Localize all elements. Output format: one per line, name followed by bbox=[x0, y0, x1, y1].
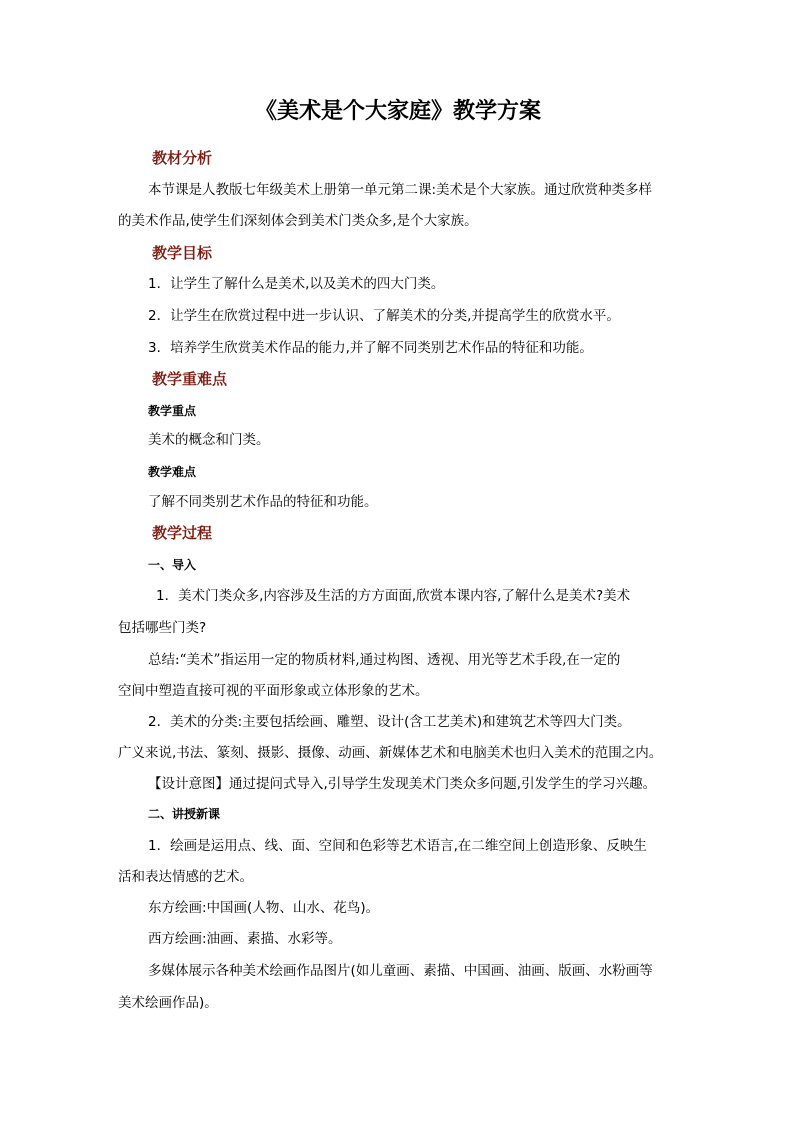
summary-line: 空间中塑造直接可视的平面形象或立体形象的艺术。 bbox=[118, 683, 429, 699]
paragraph-line: 广义来说,书法、篆刻、摄影、摄像、动画、新媒体艺术和电脑美术也归入美术的范围之内。 bbox=[118, 745, 663, 761]
page-title: 《美术是个大家庭》教学方案 bbox=[254, 98, 541, 124]
west-painting: 西方绘画:油画、素描、水彩等。 bbox=[148, 931, 342, 947]
key-point-text: 美术的概念和门类。 bbox=[148, 432, 270, 448]
east-painting: 东方绘画:中国画(人物、山水、花鸟)。 bbox=[148, 900, 380, 916]
difficult-point-label: 教学难点 bbox=[148, 465, 197, 479]
paragraph-line: 1．绘画是运用点、线、面、空间和色彩等艺术语言,在二维空间上创造形象、反映生 bbox=[148, 838, 647, 854]
section-heading-keypoints: 教学重难点 bbox=[152, 370, 228, 388]
difficult-point-text: 了解不同类别艺术作品的特征和功能。 bbox=[148, 494, 378, 510]
paragraph-line: 美术绘画作品)。 bbox=[118, 995, 218, 1011]
paragraph-line: 多媒体展示各种美术绘画作品图片(如儿童画、素描、中国画、油画、版画、水粉画等 bbox=[148, 963, 653, 979]
process-part-label: 二、讲授新课 bbox=[148, 807, 221, 821]
list-item: 1．让学生了解什么是美术,以及美术的四大门类。 bbox=[148, 276, 445, 292]
paragraph-line: 本节课是人教版七年级美术上册第一单元第二课:美术是个大家族。通过欣赏种类多样 bbox=[148, 182, 653, 198]
summary-line: 总结:“美术”指运用一定的物质材料,通过构图、透视、用光等艺术手段,在一定的 bbox=[148, 652, 621, 668]
section-heading-process: 教学过程 bbox=[152, 524, 213, 542]
section-heading-analysis: 教材分析 bbox=[152, 149, 213, 167]
paragraph-line: 1．美术门类众多,内容涉及生活的方方面面,欣赏本课内容,了解什么是美术?美术 bbox=[156, 588, 631, 604]
paragraph-line: 包括哪些门类? bbox=[118, 620, 207, 636]
process-part-label: 一、导入 bbox=[148, 558, 197, 572]
paragraph-line: 活和表达情感的艺术。 bbox=[118, 869, 253, 885]
design-intent: 【设计意图】通过提问式导入,引导学生发现美术门类众多问题,引发学生的学习兴趣。 bbox=[148, 776, 657, 792]
list-item: 3．培养学生欣赏美术作品的能力,并了解不同类别艺术作品的特征和功能。 bbox=[148, 340, 593, 356]
list-item: 2．让学生在欣赏过程中进一步认识、了解美术的分类,并提高学生的欣赏水平。 bbox=[148, 308, 620, 324]
paragraph-line: 2．美术的分类:主要包括绘画、雕塑、设计(含工艺美术)和建筑艺术等四大门类。 bbox=[148, 714, 631, 730]
paragraph-line: 的美术作品,使学生们深刻体会到美术门类众多,是个大家族。 bbox=[118, 213, 478, 229]
section-heading-goals: 教学目标 bbox=[152, 244, 213, 262]
key-point-label: 教学重点 bbox=[148, 404, 197, 418]
